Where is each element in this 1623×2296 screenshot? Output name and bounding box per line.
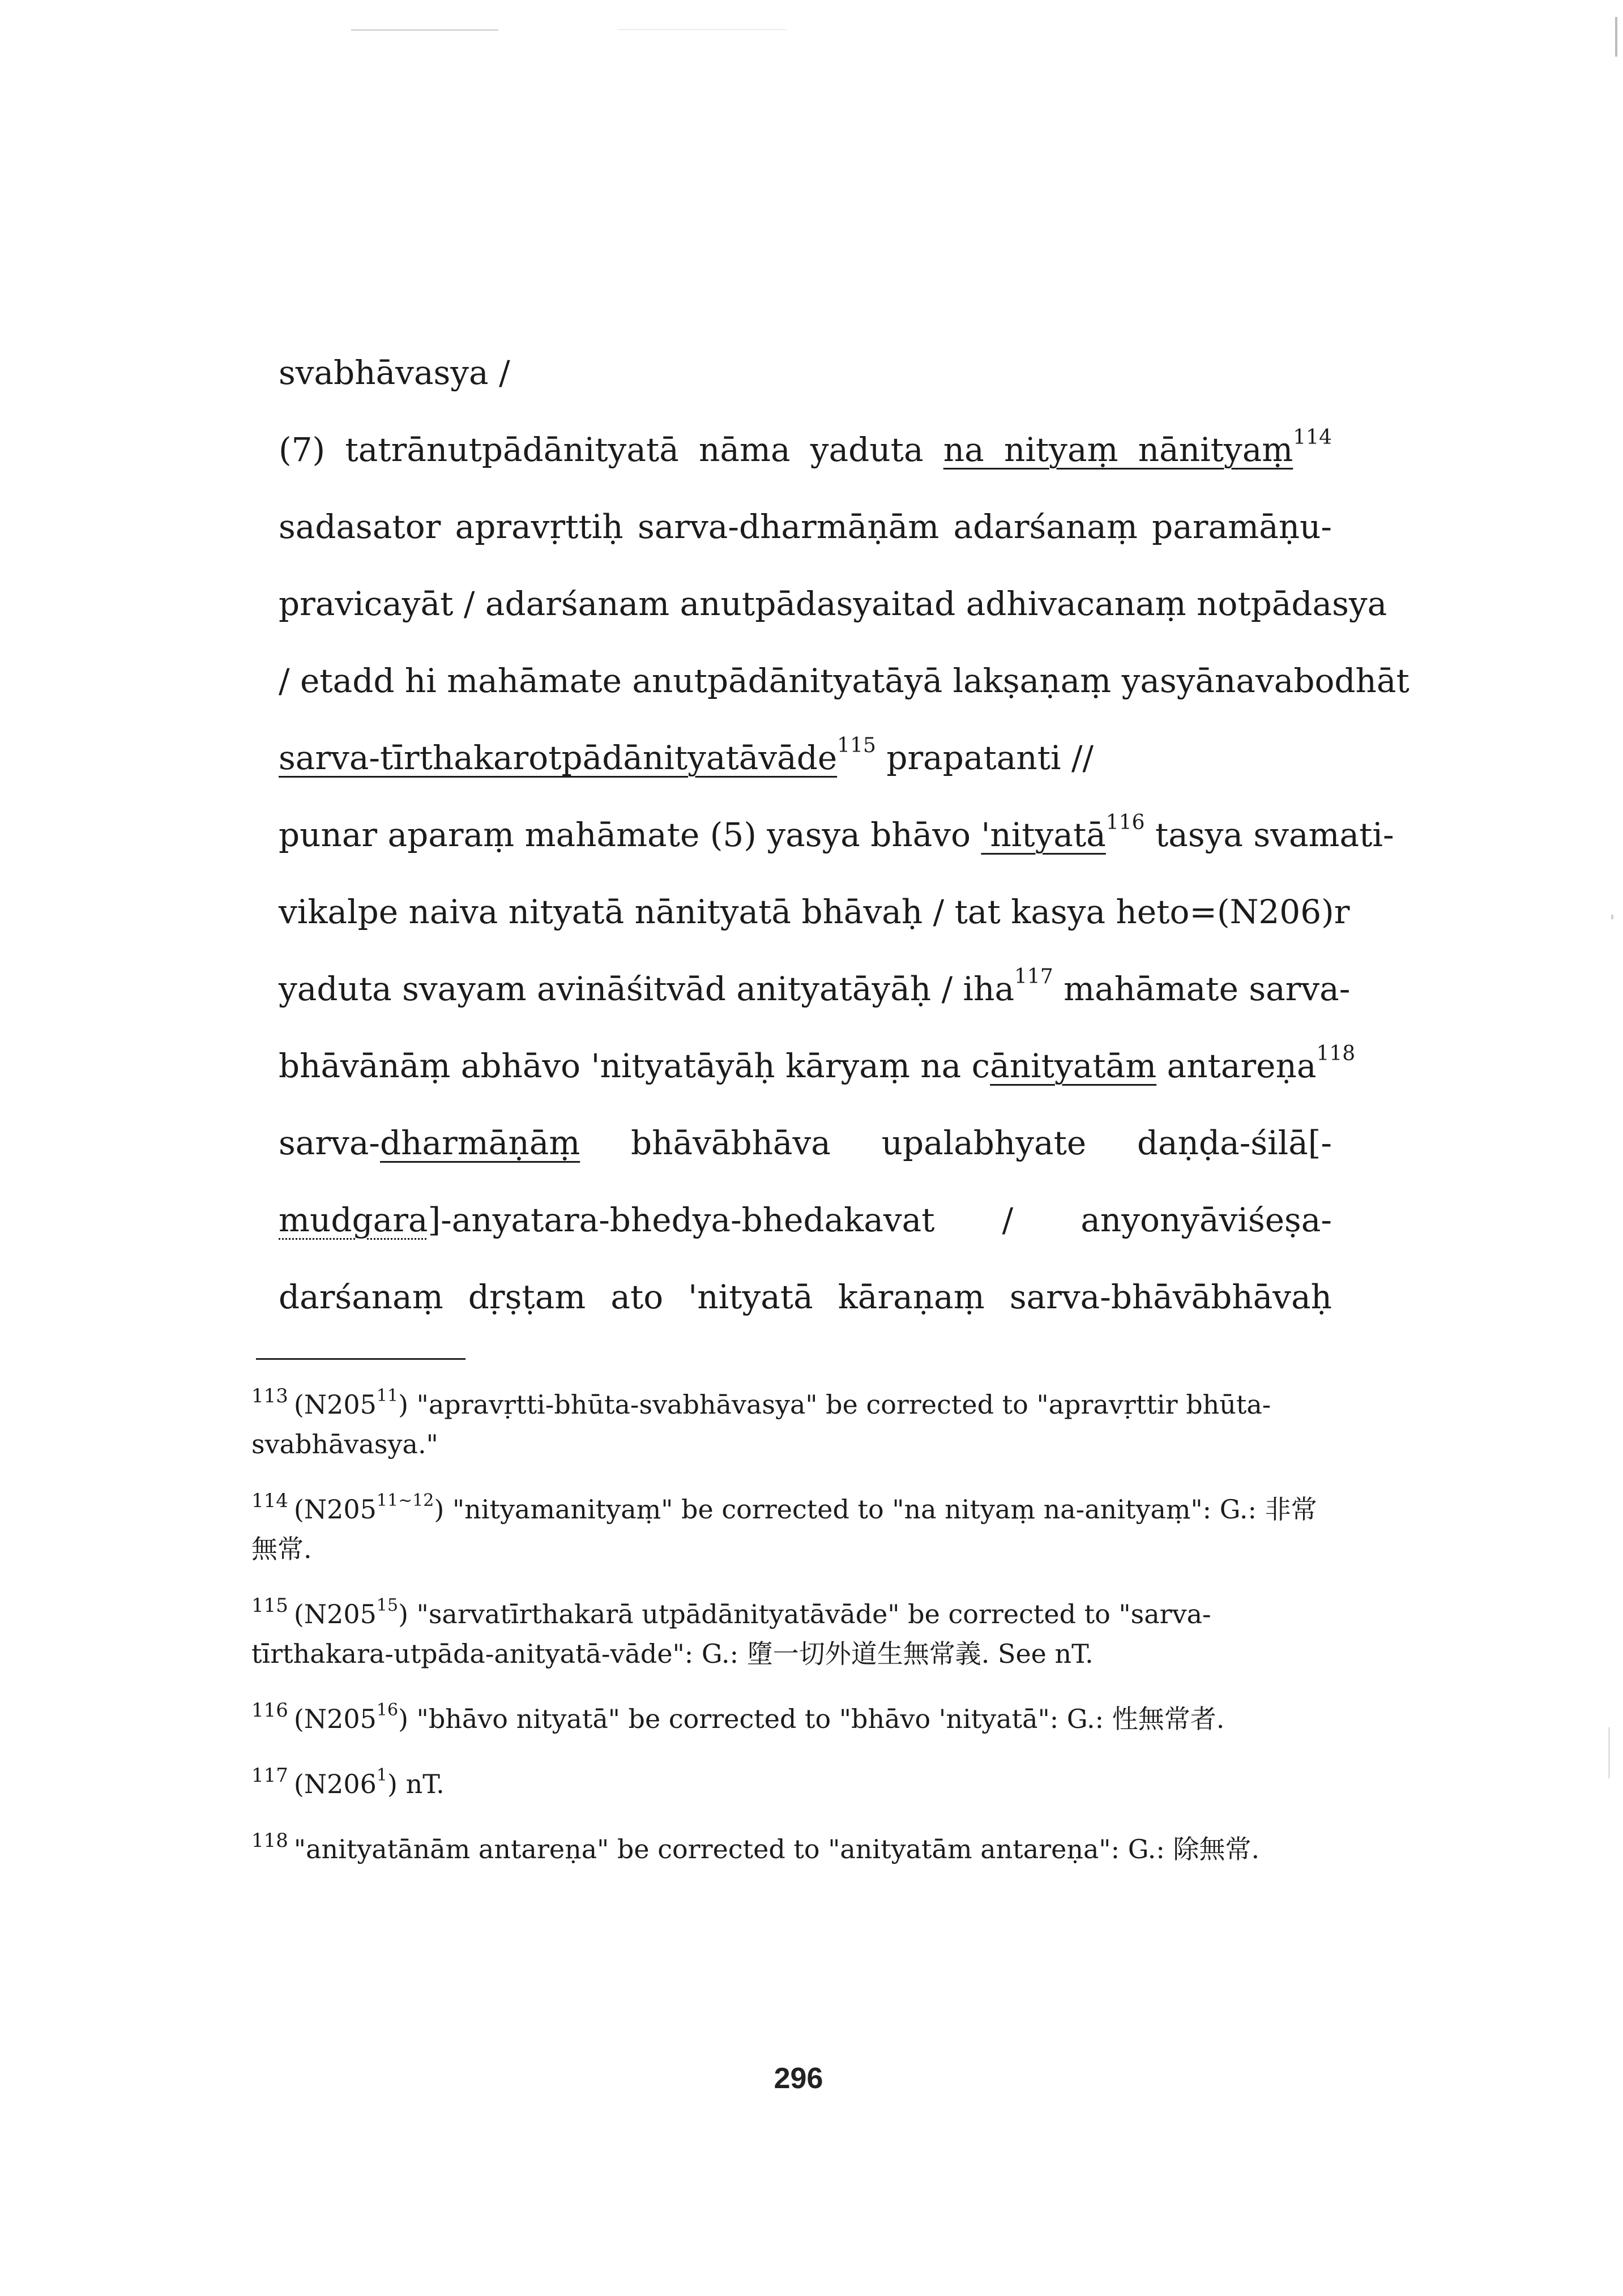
footnote-reference-sup: 16 [376,1700,399,1720]
text-segment: darśanaṃ dṛṣṭam ato 'nityatā kāraṇaṃ sarva-bhāvābhāvaḥ [279,1278,1332,1316]
dotted-underlined-term: mudgara [279,1201,428,1239]
footnote-marker: 118 [1316,1042,1356,1065]
text-line [279,1027,1356,1104]
footnote-text: ) "nityamanityaṃ" be corrected to "na nityaṃ na-anityaṃ": G.: 非常無常. [251,1494,1317,1564]
footnote-number: 118 [251,1829,288,1852]
footnote-separator [256,1358,465,1360]
footnote-reference: (N205 [293,1599,377,1629]
footnote-reference: (N205 [293,1389,377,1420]
text-segment: sadasator apravṛttiḥ sarva-dharmāṇām adarśanaṃ paramāṇu- [279,507,1332,546]
footnote-number: 114 [251,1490,288,1512]
text-segment: pravicayāt / adarśanam anutpādasyaitad adhivacanaṃ notpādasya [279,584,1387,623]
footnote [251,1691,1333,1739]
footnote-reference-sup: 1 [376,1765,387,1785]
text-line [279,642,1410,719]
scan-artifact-line [351,29,498,31]
text-segment: yaduta svayam avināśitvād anityatāyāḥ / iha [279,970,1015,1008]
text-segment: sarva- [279,1124,381,1162]
footnote-text: "anityatānām antareṇa" be corrected to "anityatām antareṇa": G.: 除無常. [293,1834,1260,1864]
footnote-marker: 117 [1014,965,1053,988]
text-segment: tasya svamati- [1144,816,1394,854]
footnote [251,1821,1333,1869]
text-line [279,1181,1332,1258]
text-line [279,334,1332,411]
footnote-text: ) "bhāvo nityatā" be corrected to "bhāvo 'nityatā": G.: 性無常者. [398,1704,1225,1734]
footnote-reference-sup: 11~12 [376,1491,434,1510]
footnote [251,1376,1333,1464]
text-segment: vikalpe naiva nityatā nānityatā bhāvaḥ / tat kasya heto=(N206)r [279,893,1350,931]
footnote-text: ) nT. [387,1769,445,1799]
text-segment: bhāvābhāva upalabhyate daṇḍa-śilā[- [580,1124,1332,1162]
footnotes-section [251,1376,1333,1886]
footnote-number: 115 [251,1594,288,1617]
footnote-reference-sup: 11 [376,1386,399,1406]
footnote [251,1586,1333,1674]
text-line [279,488,1332,565]
text-line [279,1258,1332,1335]
scan-artifact-edge [1615,17,1617,57]
underlined-term: sarva-tīrthakarotpādānityatāvāde [279,739,838,777]
underlined-term: ānityatām [990,1047,1157,1085]
page-number: 296 [774,2062,823,2095]
text-segment: mahāmate sarva- [1053,970,1351,1008]
text-line [279,1104,1332,1181]
footnote-reference: (N206 [293,1769,377,1799]
underlined-term: dharmāṇāṃ [380,1124,580,1162]
text-line [279,719,1332,796]
underlined-term: na nityaṃ nānityaṃ [943,430,1293,469]
text-segment: prapatanti // [875,739,1094,777]
scan-artifact-dot [1611,915,1613,919]
text-segment: ]-anyatara-bhedya-bhedakavat / anyonyāviśeṣa- [428,1201,1332,1239]
text-segment: antareṇa [1156,1047,1317,1085]
text-line [279,565,1387,642]
text-segment: punar aparaṃ mahāmate (5) yasya bhāvo [279,816,981,854]
sanskrit-main-text [279,334,1410,1335]
footnote-marker: 115 [837,734,876,757]
footnote-reference-sup: 15 [376,1595,399,1615]
footnote [251,1756,1333,1804]
text-segment: svabhāvasya / [279,353,510,392]
footnote-marker: 114 [1293,426,1332,449]
footnote-reference: (N205 [293,1494,377,1525]
footnote-number: 116 [251,1699,288,1722]
text-segment: (7) tatrānutpādānityatā nāma yaduta [279,430,943,469]
footnote-number: 113 [251,1385,288,1407]
text-line [279,873,1350,950]
text-line [279,411,1332,488]
footnote [251,1481,1333,1569]
footnote-number: 117 [251,1764,288,1787]
text-line [279,950,1351,1027]
footnote-text: ) "sarvatīrthakarā utpādānityatāvāde" be corrected to "sarva-tīrthakara-utpāda-anityatā-vāde": G.: 墮一切外道生無常義. See nT. [251,1599,1211,1669]
text-line [279,796,1394,873]
scan-artifact-line [617,29,787,30]
footnote-marker: 116 [1105,811,1145,834]
footnote-reference: (N205 [293,1704,377,1734]
underlined-term: 'nityatā [981,816,1106,854]
scan-artifact-edge [1608,1727,1610,1778]
text-segment: / etadd hi mahāmate anutpādānityatāyā lakṣaṇaṃ yasyānavabodhāt [279,662,1410,700]
footnote-text: ) "apravṛtti-bhūta-svabhāvasya" be corrected to "apravṛttir bhūta-svabhāvasya." [251,1389,1271,1459]
text-segment: bhāvānāṃ abhāvo 'nityatāyāḥ kāryaṃ na c [279,1047,990,1085]
